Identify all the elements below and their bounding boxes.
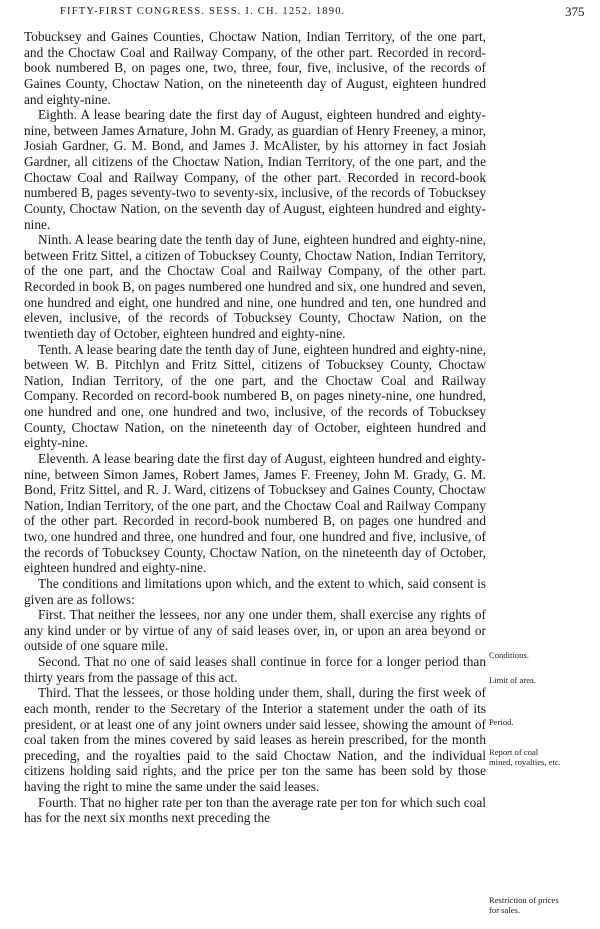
paragraph-eleventh-lease: Eleventh. A lease bearing date the first day of August, eighteen hundred and eighty-nine, between Simon James, Robert James, James F. Freeney, John M. Grady, G. M. Bond, Fritz Sittel, and R. J. Ward, citizens of Tobucksey and Gaines County, Choctaw Nation, Indian Territory, of the one part, and the Choctaw Coal and Railway Company of the other part. Recorded in record-book numbered B, on pages one hundred and two, one hundred and three, one hundred and four, one hundred and five, inclusive, of the records of Tobucksey County, Choctaw Nation, on the nineteenth day of October, eighteen hundred and eighty-nine.: [24, 450, 486, 576]
margin-note-restriction-line1: Restriction of prices: [489, 895, 559, 905]
margin-note-report: [489, 748, 593, 767]
margin-note-report-line2: mined, royalties, etc.: [489, 756, 561, 767]
margin-note-restriction: [489, 896, 593, 915]
paragraph-eighth-lease: Eighth. A lease bearing date the first day of August, eighteen hundred and eighty-nine, between James Arnature, John M. Grady, as guardian of Henry Freeney, a minor, Josiah Gardner, G. M. Bond, and James J. McAlister, by his attorney in fact Josiah Gardner, all citizens of the Choctaw Nation, Indian Territory, of the one part, and the Choctaw Coal and Railway Company, of the other part. Recorded in record-book numbered B, pages seventy-two to seventy-six, inclusive, of the records of Tobucksey County, Choctaw Nation, on the seventh day of August, eighteen hundred and eighty-nine.: [24, 107, 486, 232]
page-header: [0, 6, 600, 22]
page-number: 375: [565, 4, 585, 19]
paragraph-conditions: The conditions and limitations upon which, and the extent to which, said consent is given are as follows:: [24, 575, 486, 607]
paragraph-fourth-condition: Fourth. That no higher rate per ton than the average rate per ton for which such coal has for the next six months next preceding the: [24, 794, 486, 826]
paragraph-third-condition: Third. That the lessees, or those holding under them, shall, during the first week of each month, render to the Secretary of the Interior a statement under the oath of its president, or at least one of any joint owners under said lessee, showing the amount of coal taken from the mines covered by said leases as herein prescribed, for the month preceding, and the royalties paid to the said Choctaw Nation, and the individual citizens holding said rights, and the price per ton the same has been sold by those having the right to mine the same under the said leases.: [24, 685, 486, 794]
margin-note-period: Period.: [489, 717, 514, 727]
paragraph-second-condition: Second. That no one of said leases shall continue in force for a longer period than thirty years from the passage of this act.: [24, 654, 486, 685]
running-head: FIFTY-FIRST CONGRESS. SESS. I. CH. 1252. 1890.: [60, 6, 346, 17]
paragraph-ninth-lease: Ninth. A lease bearing date the tenth day of June, eighteen hundred and eighty-nine, between Fritz Sittel, a citizen of Tobucksey County, Choctaw Nation, Indian Territory, of the one part, and the Choctaw Coal and Railway Company, of the other part. Recorded in book B, on pages numbered one hundred and six, one hundred and seven, one hundred and eight, one hundred and nine, one hundred and ten, one hundred and eleven, inclusive, of the records of Tobucksey County, Choctaw Nation, on the twentieth day of October, eighteen hundred and eighty-nine.: [24, 232, 486, 341]
paragraph-tenth-lease: Tenth. A lease bearing date the tenth day of June, eighteen hundred and eighty-nine, between W. B. Pitchlyn and Fritz Sittel, citizens of Tobucksey County, Choctaw Nation, Indian Territory, of the one part, and the Choctaw Coal and Railway Company. Recorded on record-book numbered B, on pages ninety-nine, one hundred, one hundred and one, one hundred and two, inclusive, of the records of Tobucksey County, Choctaw Nation, on the nineteenth day of October, eighteen hundred and eighty-nine.: [24, 341, 486, 451]
margin-note-limit-of-area: Limit of area.: [489, 675, 537, 685]
margin-note-report-line1: Report of coal: [489, 747, 539, 757]
paragraph-first-condition: First. That neither the lessees, nor any one under them, shall exercise any rights of any kind under or by virtue of any of said leases over, in, or upon an area beyond or outside of one square mile.: [24, 607, 486, 654]
main-text-column: [24, 29, 486, 826]
margin-note-restriction-line2: for sales.: [489, 904, 521, 915]
margin-note-conditions: Conditions.: [489, 650, 529, 660]
paragraph-continuation: Tobucksey and Gaines Counties, Choctaw Nation, Indian Territory, of the one part, and the Choctaw Coal and Railway Company, of the other part. Recorded in record-book numbered B, on pages one, two, three, four, five, inclusive, of the records of Gaines County, Choctaw Nation, on the nineteenth day of August, eighteen hundred and eighty-nine.: [24, 29, 486, 107]
